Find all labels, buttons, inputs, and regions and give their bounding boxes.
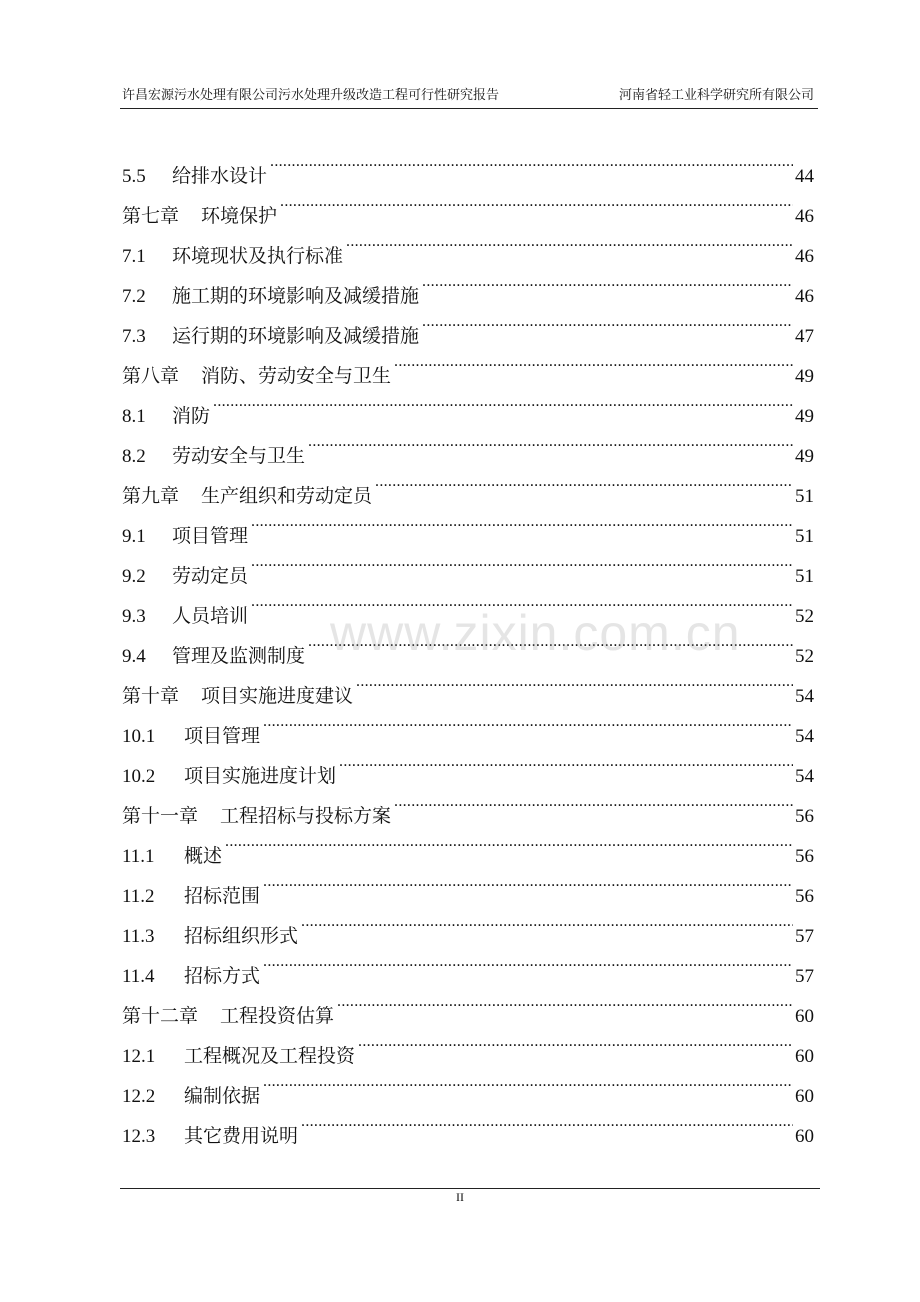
toc-dot-leader <box>337 982 793 1022</box>
toc-entry-number: 7.3 <box>122 326 146 347</box>
toc-dot-leader <box>308 422 793 462</box>
toc-entry[interactable] <box>122 822 814 867</box>
toc-entry-number: 7.2 <box>122 286 146 307</box>
toc-dot-leader <box>251 582 793 622</box>
toc-entry-number: 10.2 <box>122 766 156 787</box>
toc-entry-page: 54 <box>795 766 814 787</box>
toc-entry-page: 57 <box>795 966 814 987</box>
table-of-contents <box>122 142 814 1147</box>
toc-entry-page: 60 <box>795 1086 814 1107</box>
toc-entry-title: 人员培训 <box>172 605 249 627</box>
toc-entry-number: 12.2 <box>122 1086 156 1107</box>
toc-dot-leader <box>394 782 793 822</box>
toc-entry-title: 工程投资估算 <box>220 1005 335 1027</box>
toc-entry-page: 51 <box>795 486 814 507</box>
toc-entry-number: 11.2 <box>122 886 155 907</box>
toc-dot-leader <box>339 742 793 782</box>
toc-dot-leader <box>375 462 793 502</box>
toc-entry-page: 52 <box>795 646 814 667</box>
toc-entry-title: 消防、劳动安全与卫生 <box>201 365 392 387</box>
toc-entry-number: 9.2 <box>122 566 146 587</box>
toc-entry-number: 9.3 <box>122 606 146 627</box>
toc-entry-number: 第十二章 <box>122 1006 199 1027</box>
toc-entry-number: 第十章 <box>122 686 180 707</box>
toc-entry-title: 编制依据 <box>184 1085 261 1107</box>
toc-entry-page: 56 <box>795 846 814 867</box>
toc-entry-number: 12.3 <box>122 1126 156 1147</box>
toc-entry-number: 11.1 <box>122 846 155 867</box>
toc-entry-page: 44 <box>795 166 814 187</box>
header-report-title: 许昌宏源污水处理有限公司污水处理升级改造工程可行性研究报告 <box>122 88 500 103</box>
toc-entry-title: 招标组织形式 <box>184 925 299 947</box>
toc-entry-title: 生产组织和劳动定员 <box>201 485 373 507</box>
toc-dot-leader <box>356 662 793 702</box>
toc-entry-page: 60 <box>795 1046 814 1067</box>
toc-entry-number: 8.2 <box>122 446 146 467</box>
toc-entry-page: 57 <box>795 926 814 947</box>
toc-entry-page: 52 <box>795 606 814 627</box>
toc-dot-leader <box>225 822 793 862</box>
toc-dot-leader <box>301 902 793 942</box>
toc-entry-number: 10.1 <box>122 726 156 747</box>
toc-entry-number: 8.1 <box>122 406 146 427</box>
toc-dot-leader <box>213 382 793 422</box>
toc-entry-page: 46 <box>795 206 814 227</box>
toc-entry-page: 47 <box>795 326 814 347</box>
toc-entry-number: 5.5 <box>122 166 146 187</box>
toc-dot-leader <box>251 542 793 582</box>
toc-dot-leader <box>422 302 793 342</box>
toc-entry-title: 环境保护 <box>201 205 278 227</box>
toc-entry-page: 46 <box>795 246 814 267</box>
toc-entry-page: 60 <box>795 1126 814 1147</box>
toc-entry-title: 项目管理 <box>172 525 249 547</box>
toc-dot-leader <box>263 1062 793 1102</box>
toc-dot-leader <box>263 862 793 902</box>
toc-entry-title: 招标范围 <box>184 885 261 907</box>
toc-entry-title: 消防 <box>172 405 211 427</box>
toc-entry-page: 54 <box>795 726 814 747</box>
toc-entry-title: 给排水设计 <box>172 165 268 187</box>
toc-entry-page: 56 <box>795 806 814 827</box>
toc-entry-number: 第八章 <box>122 366 180 387</box>
toc-entry-number: 第十一章 <box>122 806 199 827</box>
toc-entry-number: 11.4 <box>122 966 155 987</box>
toc-dot-leader <box>263 942 793 982</box>
toc-entry-title: 劳动定员 <box>172 565 249 587</box>
toc-entry-number: 第九章 <box>122 486 180 507</box>
toc-entry-title: 概述 <box>184 845 223 867</box>
toc-entry-number: 11.3 <box>122 926 155 947</box>
toc-entry-page: 49 <box>795 406 814 427</box>
toc-entry[interactable] <box>122 142 814 187</box>
toc-entry-page: 49 <box>795 366 814 387</box>
toc-dot-leader <box>422 262 793 302</box>
toc-entry-number: 9.4 <box>122 646 146 667</box>
toc-entry-title: 项目实施进度计划 <box>184 765 337 787</box>
header-organization: 河南省轻工业科学研究所有限公司 <box>618 88 814 103</box>
toc-entry-title: 招标方式 <box>184 965 261 987</box>
toc-entry-title: 运行期的环境影响及减缓措施 <box>172 325 420 347</box>
toc-entry-page: 46 <box>795 286 814 307</box>
toc-entry[interactable] <box>122 862 814 907</box>
toc-entry-number: 12.1 <box>122 1046 156 1067</box>
toc-dot-leader <box>394 342 793 382</box>
toc-entry-title: 环境现状及执行标准 <box>172 245 344 267</box>
toc-entry-title: 施工期的环境影响及减缓措施 <box>172 285 420 307</box>
toc-entry-title: 其它费用说明 <box>184 1125 299 1147</box>
toc-dot-leader <box>308 622 793 662</box>
toc-entry-number: 第七章 <box>122 206 180 227</box>
toc-dot-leader <box>346 222 793 262</box>
toc-entry-page: 51 <box>795 526 814 547</box>
toc-entry-title: 项目实施进度建议 <box>201 685 354 707</box>
toc-entry-page: 49 <box>795 446 814 467</box>
toc-dot-leader <box>358 1022 793 1062</box>
toc-dot-leader <box>270 142 793 182</box>
toc-entry-title: 工程概况及工程投资 <box>184 1045 356 1067</box>
toc-entry-page: 60 <box>795 1006 814 1027</box>
toc-entry[interactable] <box>122 422 814 467</box>
toc-entry-title: 劳动安全与卫生 <box>172 445 306 467</box>
toc-dot-leader <box>263 702 793 742</box>
toc-entry-title: 工程招标与投标方案 <box>220 805 392 827</box>
toc-entry-page: 56 <box>795 886 814 907</box>
toc-entry-page: 54 <box>795 686 814 707</box>
footer-page-number: II <box>456 1190 464 1204</box>
toc-entry-title: 管理及监测制度 <box>172 645 306 667</box>
toc-dot-leader <box>280 182 793 222</box>
footer-rule <box>120 1188 820 1189</box>
toc-entry-page: 51 <box>795 566 814 587</box>
toc-dot-leader <box>301 1102 793 1142</box>
watermark-text: www.zixin.com.cn <box>330 605 741 661</box>
toc-entry-number: 9.1 <box>122 526 146 547</box>
toc-entry-number: 7.1 <box>122 246 146 267</box>
toc-entry-title: 项目管理 <box>184 725 261 747</box>
toc-dot-leader <box>251 502 793 542</box>
toc-entry[interactable] <box>122 382 814 427</box>
running-header <box>120 86 818 109</box>
